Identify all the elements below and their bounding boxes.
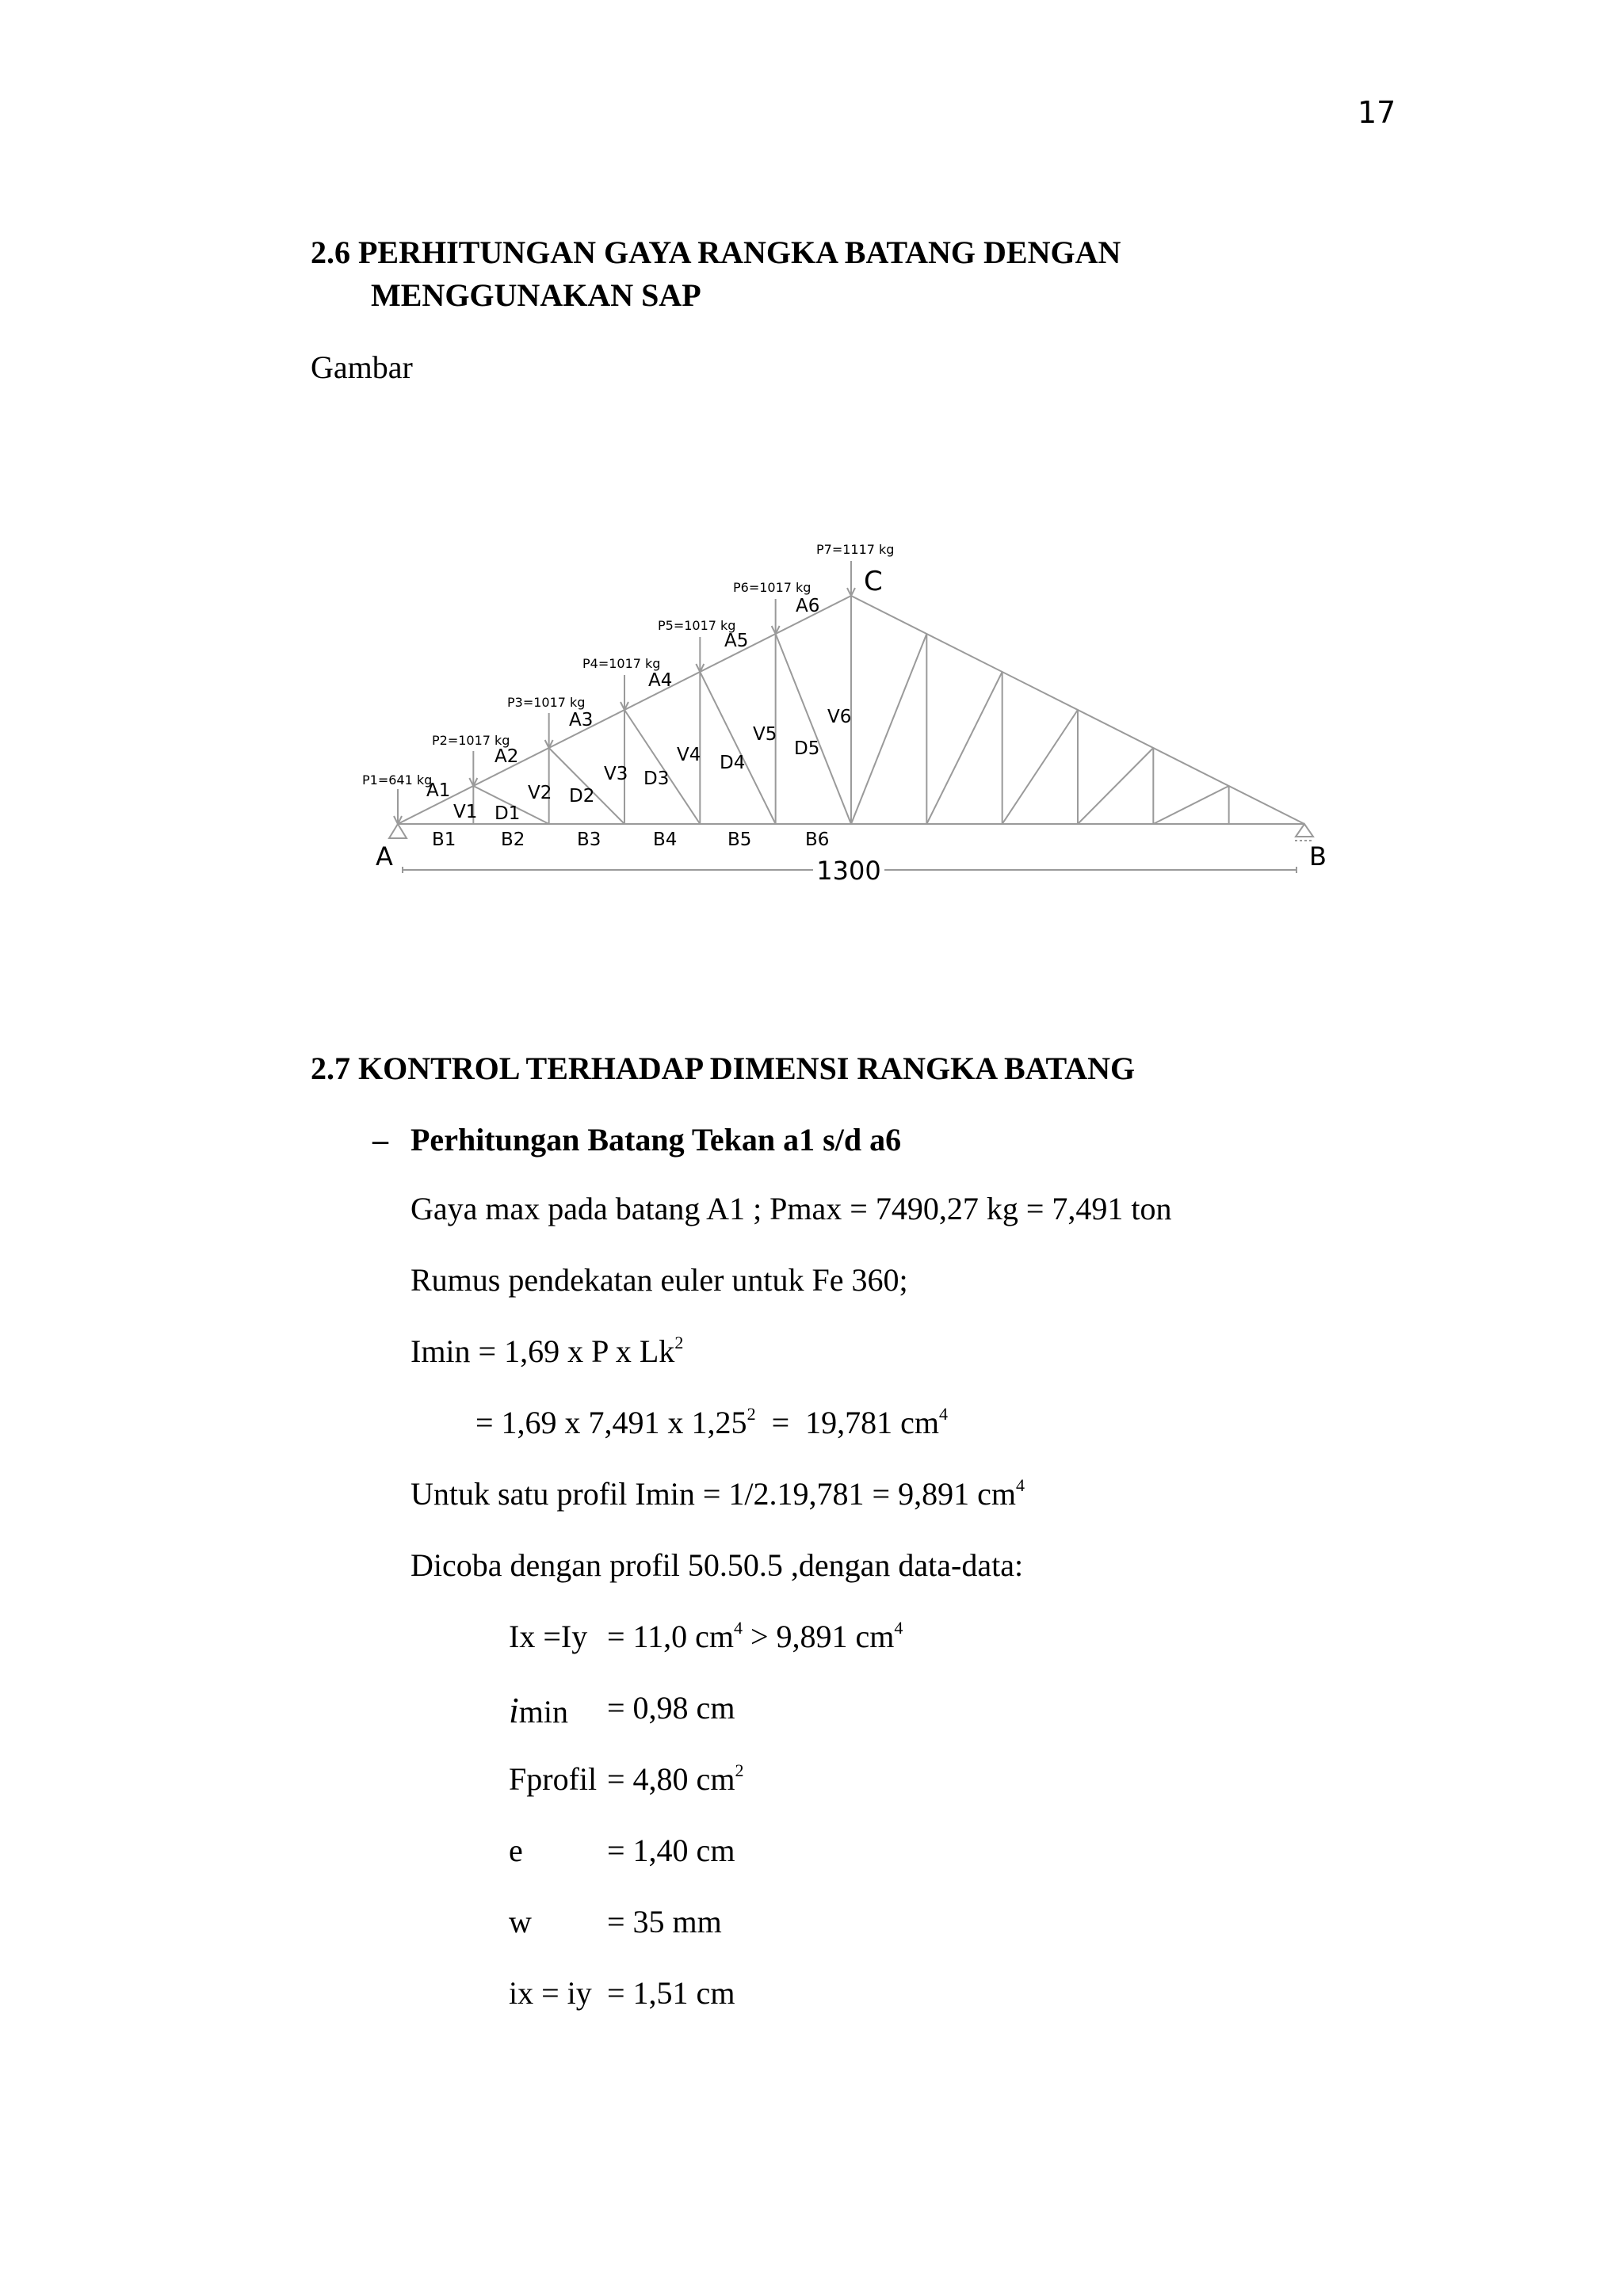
truss-labels	[362, 542, 1327, 886]
diagonal-member-right-1	[851, 634, 926, 824]
load-label-3: P3=1017 kg	[507, 695, 586, 710]
bullet-dash: –	[372, 1122, 388, 1158]
imin-calculation	[475, 1404, 948, 1441]
bottom-chord-label-6: B6	[805, 830, 830, 850]
diagonal-member-right-3	[1002, 710, 1078, 824]
top-chord-label-4: A4	[648, 670, 673, 691]
single-profile-line	[411, 1475, 1025, 1512]
euler-line: Rumus pendekatan euler untuk Fe 360;	[411, 1262, 908, 1298]
prop-ix-compare-sup: 4	[894, 1618, 903, 1638]
imin-calc-result: = 19,781 cm	[755, 1405, 939, 1440]
truss-members	[389, 596, 1314, 873]
section-2-6-title-line1: 2.6 PERHITUNGAN GAYA RANGKA BATANG DENGAN	[311, 235, 1121, 270]
prop-ix-compare: > 9,891 cm	[742, 1619, 895, 1654]
section-2-7-title: 2.7 KONTROL TERHADAP DIMENSI RANGKA BATANG	[311, 1051, 1136, 1086]
diagonal-member-4	[700, 672, 775, 824]
figure-caption: Gambar	[311, 349, 413, 385]
load-label-2: P2=1017 kg	[432, 733, 510, 748]
top-chord-label-2: A2	[495, 746, 519, 767]
prop-ix-label: Ix =Iy	[509, 1619, 588, 1654]
bottom-chord-label-2: B2	[501, 830, 525, 850]
single-profile-text: Untuk satu profil Imin = 1/2.19,781 = 9,891 cm	[411, 1476, 1016, 1512]
prop-f-value	[607, 1760, 743, 1798]
roller-support-right	[1296, 824, 1313, 837]
pmax-line: Gaya max pada batang A1 ; Pmax = 7490,27 kg = 7,491 ton	[411, 1191, 1172, 1226]
diagonal-label-3: D3	[643, 769, 670, 789]
imin-formula-sup: 2	[674, 1333, 684, 1352]
vertical-label-6: V6	[827, 707, 852, 727]
diagonal-member-5	[776, 634, 851, 824]
load-label-1: P1=641 kg	[362, 772, 433, 788]
imin-label-text: min	[518, 1694, 569, 1730]
load-label-6: P6=1017 kg	[733, 580, 812, 595]
prop-imin-label	[509, 1689, 568, 1731]
prop-w-value: = 35 mm	[607, 1904, 722, 1939]
vertical-label-5: V5	[753, 724, 777, 745]
imin-symbol: i	[509, 1690, 519, 1730]
bottom-chord-label-5: B5	[727, 830, 752, 850]
diagonal-label-1: D1	[495, 803, 521, 824]
prop-ixy-label: ix = iy	[509, 1975, 592, 2011]
load-label-4: P4=1017 kg	[582, 656, 661, 671]
diagonal-label-2: D2	[569, 786, 595, 807]
span-dimension-label: 1300	[816, 856, 881, 886]
support-label-b: B	[1309, 841, 1327, 871]
imin-calc-sup2: 4	[939, 1404, 948, 1424]
diagonal-member-3	[624, 710, 700, 824]
bottom-chord-label-1: B1	[432, 830, 456, 850]
diagonal-member-right-4	[1078, 748, 1153, 824]
section-2-6-title-line2: MENGGUNAKAN SAP	[371, 277, 701, 313]
prop-e-label: e	[509, 1833, 523, 1868]
diagonal-member-right-2	[926, 672, 1002, 824]
single-profile-sup: 4	[1015, 1475, 1025, 1495]
prop-w-label: w	[509, 1904, 532, 1939]
vertical-label-2: V2	[528, 783, 552, 803]
top-chord-label-1: A1	[426, 780, 451, 801]
imin-formula	[411, 1333, 683, 1370]
prop-e-value: = 1,40 cm	[607, 1833, 735, 1868]
diagonal-member-right-5	[1153, 786, 1228, 824]
prop-f-value-text: = 4,80 cm	[607, 1761, 735, 1797]
bottom-chord-label-3: B3	[577, 830, 601, 850]
top-chord-label-3: A3	[569, 710, 594, 730]
prop-ix-value-text: = 11,0 cm	[607, 1619, 734, 1654]
vertical-label-4: V4	[677, 745, 701, 765]
vertical-label-1: V1	[453, 802, 478, 822]
imin-formula-text: Imin = 1,69 x P x Lk	[411, 1333, 675, 1369]
prop-ixy-value: = 1,51 cm	[607, 1975, 735, 2011]
bottom-chord-label-4: B4	[653, 830, 678, 850]
pin-support-left	[389, 824, 407, 838]
load-label-7: P7=1117 kg	[816, 542, 895, 557]
imin-calc-text: = 1,69 x 7,491 x 1,25	[475, 1405, 747, 1440]
page-number: 17	[1358, 95, 1396, 130]
apex-label-c: C	[864, 566, 883, 597]
support-label-a: A	[376, 841, 393, 871]
prop-f-label: Fprofil	[509, 1761, 598, 1797]
prop-imin-value: = 0,98 cm	[607, 1690, 735, 1726]
prop-ix-sup: 4	[733, 1618, 743, 1638]
prop-ix-value	[607, 1618, 903, 1655]
top-chord-label-6: A6	[796, 596, 820, 616]
load-label-5: P5=1017 kg	[658, 618, 736, 633]
subsection-title: Perhitungan Batang Tekan a1 s/d a6	[411, 1122, 902, 1158]
diagonal-label-5: D5	[794, 738, 820, 759]
profile-trial-line: Dicoba dengan profil 50.50.5 ,dengan data-data:	[411, 1547, 1024, 1583]
imin-calc-sup: 2	[747, 1404, 756, 1424]
diagonal-label-4: D4	[720, 753, 746, 773]
top-chord-label-5: A5	[724, 631, 749, 651]
vertical-label-3: V3	[604, 764, 628, 784]
prop-f-sup: 2	[735, 1760, 744, 1780]
